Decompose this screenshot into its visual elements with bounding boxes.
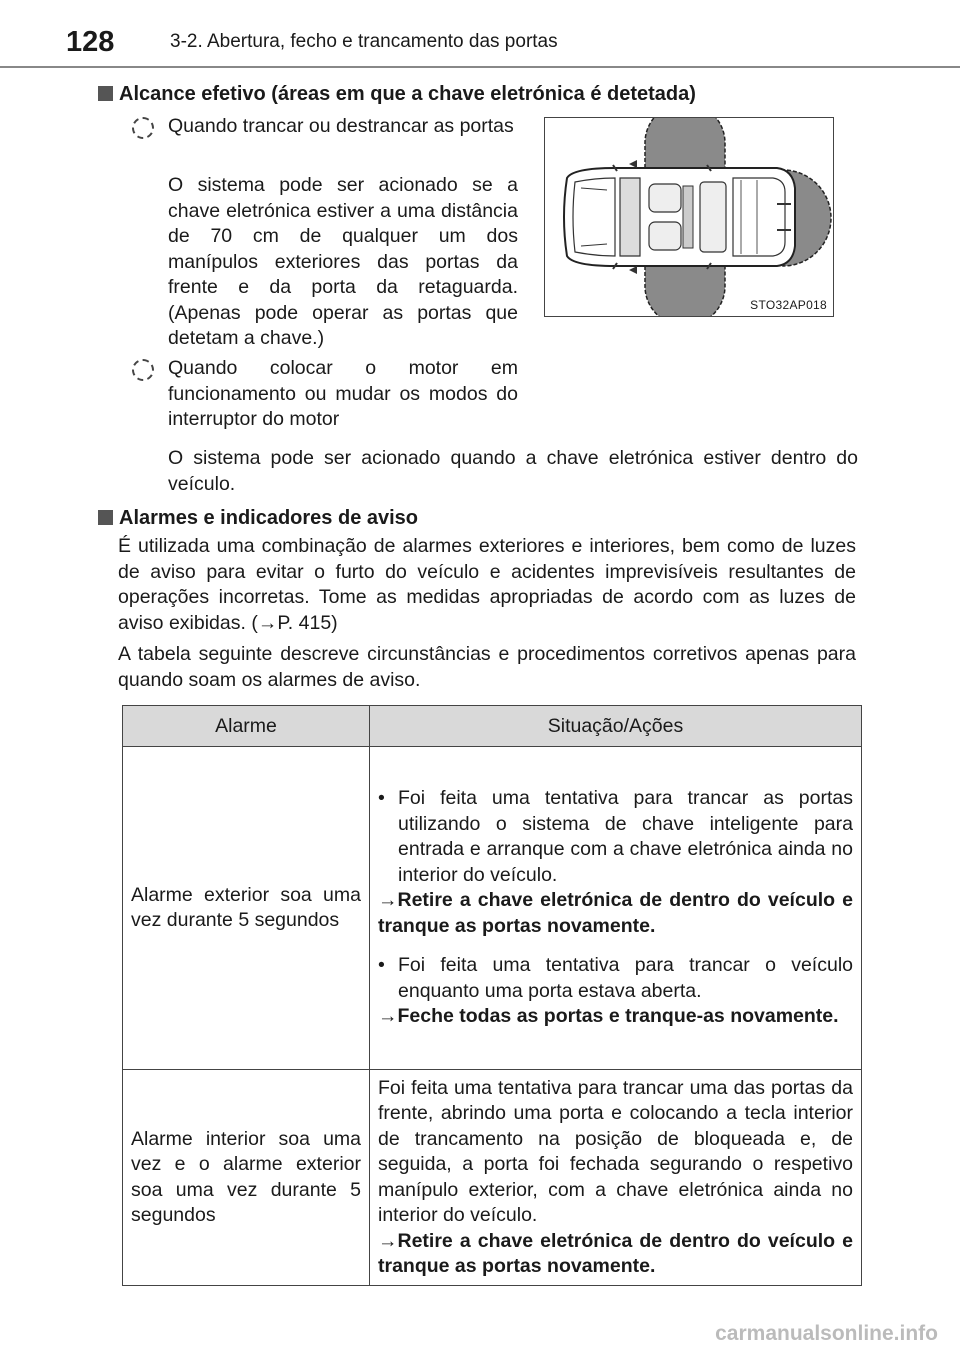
situation-text: Foi feita uma tentativa para trancar as portas utilizando o sistema de chave inteligente para entrada e arranque com a chave eletrónica ainda no interior do veículo.: [398, 787, 853, 886]
square-bullet-icon: [98, 510, 113, 525]
bullet: •: [378, 954, 385, 977]
dashed-circle-icon: [132, 117, 154, 139]
table-header-row: [123, 706, 862, 747]
column-header-situation: Situação/Ações: [370, 706, 862, 747]
situation-cell: [370, 1070, 862, 1286]
bullet: •: [378, 787, 385, 810]
situation-text: Foi feita uma tentativa para trancar uma das portas da frente, abrindo uma porta e colocando a tecla interior de trancamento na posição de bloqueada e, de seguida, a porta foi fechada segurando o respetivo manípulo exterior, com a chave eletrónica ainda no interior do veículo.: [378, 1076, 853, 1226]
action-text: →Retire a chave eletrónica de dentro do veículo e tranque as portas novamente.: [378, 889, 853, 937]
car-top-view-illustration: [545, 118, 834, 317]
item2-title: Quando colocar o motor em funcionamento ou mudar os modos do interruptor do motor: [168, 357, 518, 430]
table-row: [123, 747, 862, 1070]
alarms-paragraph-1: É utilizada uma combinação de alarmes exteriores e interiores, bem como de luzes de aviso para evitar o furto do veículo e acidentes imprevisíveis resultantes de operações incorretas. Tome as medidas apropriadas de acordo com as luzes de aviso exibidas. (→P. 415): [118, 535, 856, 634]
alarm-cell: Alarme interior soa uma vez e o alarme exterior soa uma vez durante 5 segundos: [123, 1070, 370, 1286]
situation-cell: [370, 747, 862, 1070]
square-bullet-icon: [98, 86, 113, 101]
table-row: [123, 1070, 862, 1286]
item2-body: O sistema pode ser acionado quando a chave eletrónica estiver dentro do veículo.: [168, 447, 858, 495]
item1-body: O sistema pode ser acionado se a chave eletrónica estiver a uma distância de 70 cm de qualquer um dos manípulos exteriores das portas da frente e da porta da retaguarda. (Apenas pode operar as portas que detetam a chave.): [168, 174, 518, 349]
item1-title: Quando trancar ou destrancar as portas: [168, 115, 514, 137]
action-text: →Feche todas as portas e tranque-as novamente.: [378, 1005, 839, 1028]
situation-item: [378, 786, 853, 888]
figure-label: STO32AP018: [750, 298, 827, 312]
situation-text: Foi feita uma tentativa para trancar o veículo enquanto uma porta estava aberta.: [398, 954, 853, 1002]
key-detection-range-figure: [544, 117, 834, 317]
alarms-heading-text: Alarmes e indicadores de aviso: [119, 507, 419, 529]
page-number: 128: [66, 26, 115, 58]
range-heading-text: Alcance efetivo (áreas em que a chave eletrónica é detetada): [119, 83, 696, 105]
watermark: carmanualsonline.info: [715, 1322, 938, 1345]
alarm-cell: Alarme exterior soa uma vez durante 5 segundos: [123, 747, 370, 1070]
header-divider: [0, 66, 960, 68]
range-heading: [98, 83, 696, 106]
column-header-alarm: Alarme: [123, 706, 370, 747]
action-text: →Retire a chave eletrónica de dentro do veículo e tranque as portas novamente.: [378, 1229, 853, 1277]
alarms-paragraph-2: A tabela seguinte descreve circunstâncias e procedimentos corretivos apenas para quando soam os alarmes de aviso.: [118, 643, 856, 691]
dashed-circle-icon: [132, 359, 154, 381]
section-title: 3-2. Abertura, fecho e trancamento das portas: [170, 31, 558, 52]
alarm-table: [122, 705, 862, 1286]
situation-item: [378, 953, 853, 1004]
alarms-heading: [98, 507, 418, 530]
